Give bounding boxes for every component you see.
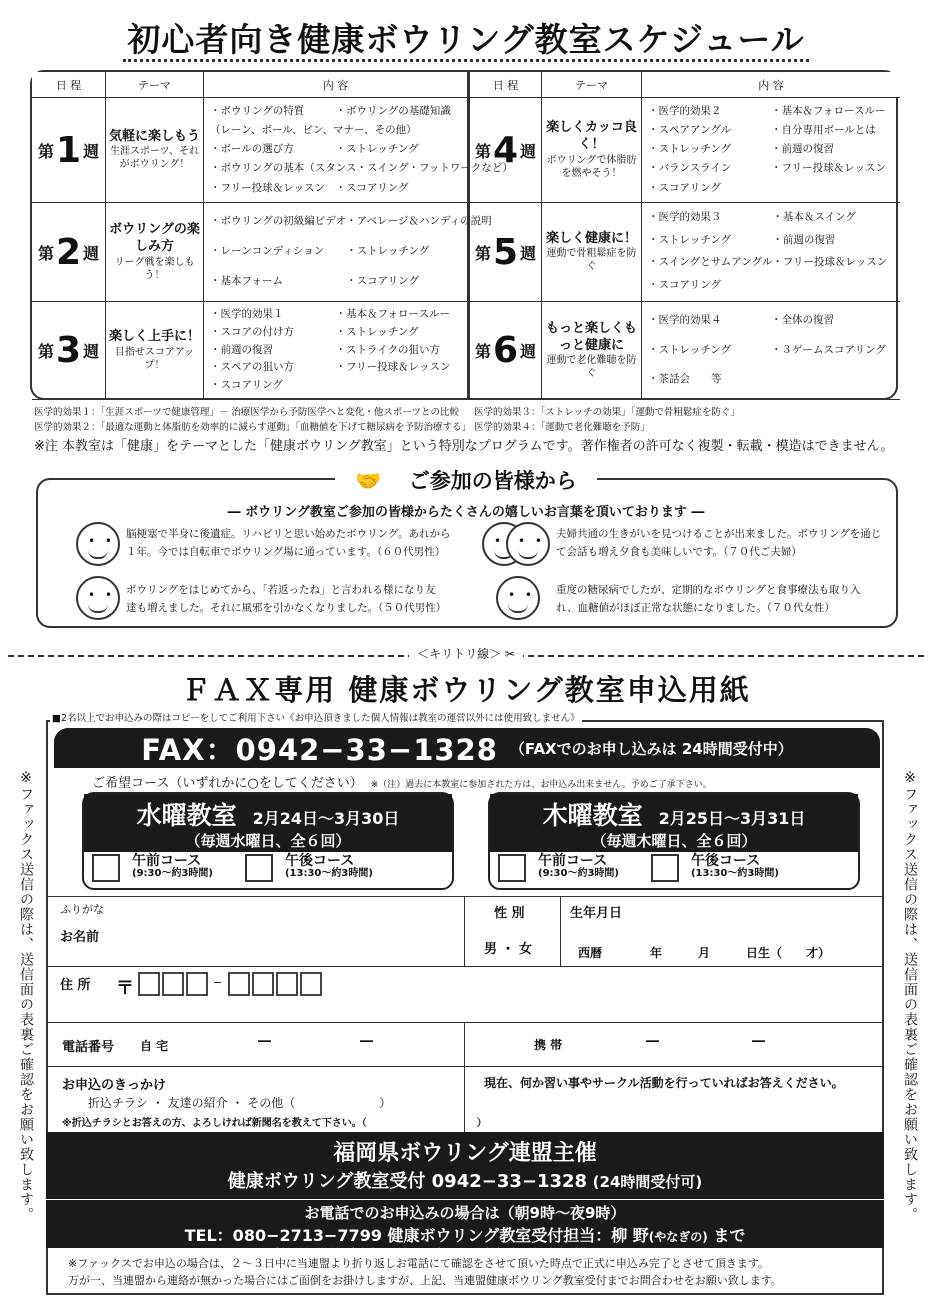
week-label: 第 4 週 <box>468 98 542 203</box>
hobby-question: 現在、何か習い事やサークル活動を行っていればお答えください。 <box>484 1076 844 1090</box>
wednesday-class: 水曜教室 2月24日〜3月30日 （毎週水曜日、全６回） 午前コース (9:30〜約3時間) 午後コース (13:30〜約3時間) <box>82 792 454 890</box>
man-icon <box>76 576 120 620</box>
content-item: ・ストレッチング <box>346 245 430 258</box>
address-label: 住 所 <box>60 978 91 993</box>
course-label: ご希望コース（いずれかに○をしてください） ※（注）過去に本教室に参加された方は、お申込み出来ません。予めご了承下さい。 <box>92 776 712 791</box>
week-content <box>204 203 492 302</box>
page-title: 初心者向き健康ボウリング教室スケジュール <box>0 14 932 61</box>
birth-field[interactable]: 西暦 年 月 日生（ 才） <box>578 946 831 960</box>
content-item: ・フリー投球＆レッスン <box>335 361 451 374</box>
footer-note-2: 万が一、当連盟から連絡が無かった場合にはご面倒をお掛けしますが、上記、当連盟健康ボウリング教室受付までお問合わせをお願い致します。 <box>68 1273 782 1287</box>
mobile-phone-field[interactable] <box>580 1026 880 1064</box>
woman-icon <box>496 576 540 620</box>
voices-subheading: ― ボウリング教室ご参加の皆様からたくさんの嬉しいお言葉を頂いております ― <box>227 505 705 520</box>
thu-sub: （毎週木曜日、全６回） <box>591 832 757 850</box>
phone-label: 電話番号 <box>62 1040 115 1055</box>
content-item: ・医学的効果３ <box>648 211 722 224</box>
content-item: ・バランスライン <box>648 162 732 175</box>
postal-box[interactable] <box>228 972 250 996</box>
content-item: ・全体の復習 <box>771 314 834 326</box>
content-item: ・スコアリング <box>648 181 721 194</box>
week-label: 第 5 週 <box>468 203 542 302</box>
week-theme: 楽しく上手に！ 目指せスコアアップ！ <box>106 302 204 400</box>
content-item: ・基本＆スイング <box>772 211 856 224</box>
content-item: ・スペアアングル <box>648 123 732 136</box>
content-item: ・ストレッチング <box>648 233 732 246</box>
footer-note-1: ※ファックスでお申込の場合は、２〜３日中に当連盟より折り返しお電話にて確認をさせて頂いた時点で正式に申込み完了とさせて頂きます。 <box>68 1257 770 1270</box>
content-item: ・ボールの選び方 <box>210 143 294 156</box>
col-header-theme: テーマ <box>106 72 204 98</box>
wed-dates: 2月24日〜3月30日 <box>252 809 400 828</box>
week-theme: ボウリングの楽しみ方 リーグ戦を楽しもう！ <box>106 203 204 302</box>
content-item: ・茶話会 等 <box>648 373 722 386</box>
content-item: ・レーンコンディション <box>210 245 325 258</box>
thursday-class: 木曜教室 2月25日〜3月31日 （毎週木曜日、全６回） 午前コース (9:30〜約3時間) 午後コース (13:30〜約3時間) <box>488 792 860 890</box>
trigger-options[interactable]: 折込チラシ ・ 友達の紹介 ・ その他（ ） <box>88 1096 392 1110</box>
wed-sub: （毎週水曜日、全６回） <box>185 832 351 850</box>
name-label: お名前 <box>60 930 100 945</box>
voices-heading: 🤝 ご参加の皆様から <box>0 465 932 495</box>
postal-box[interactable] <box>300 972 322 996</box>
fax-number: FAX：0942−33−1328 <box>141 732 498 767</box>
content-item: ・基本＆フォロースルー <box>771 104 886 117</box>
fax-banner <box>54 728 880 768</box>
home-phone-field[interactable] <box>190 1026 460 1064</box>
content-item: ・スペアの狙い方 <box>210 361 294 374</box>
col-header-theme: テーマ <box>542 72 642 98</box>
form-title: ＦＡＸ専用 健康ボウリング教室申込用紙 <box>181 673 751 707</box>
content-item: ・スコアリング <box>335 181 409 194</box>
tel-note: ※上記電話が通話中や留守番電話対応などで出れなかった場合は折り返し確認の連絡をさせて頂きます。 <box>266 1248 664 1258</box>
content-item: ・ボウリングの初級編ビデオ <box>210 215 347 228</box>
content-item: ・自分専用ボールとは <box>771 123 876 136</box>
sex-options[interactable]: 男 ・ 女 <box>484 942 533 957</box>
wed-pm-checkbox[interactable] <box>245 854 273 882</box>
content-item: ・前週の復習 <box>771 143 834 156</box>
reception: 健康ボウリング教室受付 0942−33−1328 <box>227 1171 588 1192</box>
content-item: ・フリー投球＆レッスン <box>772 256 888 269</box>
week-theme: 楽しく健康に！ 運動で骨粗鬆症を防ぐ <box>542 203 642 302</box>
couple-icon <box>506 522 550 566</box>
content-item: ・医学的効果１ <box>210 308 284 321</box>
sex-label: 性 別 <box>494 906 525 921</box>
cut-label: ＜キリトリ線＞ ✂ <box>0 645 932 662</box>
note-3: 医学的効果３：「ストレッチの効果」「運動で骨粗鬆症を防ぐ」 <box>474 407 740 418</box>
postal-box[interactable] <box>186 972 208 996</box>
week-content <box>642 203 900 302</box>
content-item: ・スコアの付け方 <box>210 325 294 338</box>
footer-notes <box>68 1256 782 1289</box>
week-label: 第 1 週 <box>32 98 106 203</box>
wed-am-checkbox[interactable] <box>92 854 120 882</box>
week-content <box>642 302 900 400</box>
note-4: 医学的効果４：「運動で老化難聴を予防」 <box>474 421 650 433</box>
thu-name: 木曜教室 <box>542 801 643 830</box>
content-item: ・スイングとサムアングル <box>648 256 773 269</box>
thu-pm-checkbox[interactable] <box>651 854 679 882</box>
content-item: ・ストレッチング <box>648 143 732 156</box>
week-content <box>642 98 900 203</box>
form-top-note: ■2名以上でお申込みの際はコピーをしてご利用下さい《お申込頂きました個人情報は教室の運営以外には使用致しません》 <box>50 710 582 724</box>
content-item: ・ボウリングの特質 <box>210 104 305 117</box>
furigana-label: ふりがな <box>60 903 104 916</box>
content-item: ・フリー投球＆レッスン <box>771 162 886 175</box>
course-note: ※（注）過去に本教室に参加された方は、お申込み出来ません。予めご了承下さい。 <box>370 780 712 790</box>
content-item: ・スコアリング <box>648 278 721 291</box>
content-item: ・基本フォーム <box>210 275 283 288</box>
content-item: ・医学的効果４ <box>648 314 722 326</box>
postal-mark: 〒 <box>116 978 134 999</box>
content-item: ・スコアリング <box>346 275 419 288</box>
voice-2: 夫婦共通の生きがいを見つけることが出来ました。ボウリングを通じて会話も増え夕食も美味しいです。（７０代ご夫婦） <box>556 528 882 558</box>
content-item: ・ストレッチング <box>335 325 419 338</box>
week-label: 第 6 週 <box>468 302 542 400</box>
content-item: （レーン、ボール、ピン、マナー、その他） <box>210 123 417 136</box>
content-item: ・フリー投球＆レッスン <box>210 181 325 194</box>
reception-note: (24時間受付可) <box>592 1173 703 1191</box>
week-theme: 気軽に楽しもう 生涯スポーツ、それがボウリング！ <box>106 98 204 203</box>
fax-note: （FAXでのお申し込みは 24時間受付中） <box>509 739 793 758</box>
wed-name: 水曜教室 <box>136 801 237 830</box>
voice-1: 脳梗塞で半身に後遺症。リハビリと思い始めたボウリング。あれから１年。今では自転車でボウリング場に通っています。（６０代男性） <box>126 528 451 558</box>
handshake-icon: 🤝 <box>345 469 398 493</box>
content-item: ・スコアリング <box>210 379 283 392</box>
host: 福岡県ボウリング連盟主催 <box>333 1141 597 1166</box>
col-header-day: 日 程 <box>32 72 106 98</box>
side-note-left: ※ファックス送信の際は、送信面の表裏ご確認をお願い致します。 <box>18 770 34 1222</box>
trigger-note: ※折込チラシとお答えの方、よろしければ新聞名を教えて下さい。（ ） <box>62 1118 487 1129</box>
week-theme: もっと楽しくもっと健康に 運動で老化難聴を防ぐ <box>542 302 642 400</box>
phone-hours: お電話でのお申込みの場合は（朝9時〜夜9時） <box>46 1199 884 1223</box>
birth-label: 生年月日 <box>570 906 623 921</box>
content-item: ・ストライクの狙い方 <box>335 343 440 356</box>
schedule-table <box>30 70 898 400</box>
postal-box[interactable] <box>252 972 274 996</box>
content-item: ・基本＆フォロースルー <box>335 308 450 321</box>
content-item: ・ストレッチング <box>648 343 732 356</box>
content-item: ・ボウリングの基礎知識 <box>335 104 451 117</box>
col-header-content: 内 容 <box>642 72 900 98</box>
col-header-content: 内 容 <box>204 72 468 98</box>
note-2: 医学的効果２：「最適な運動と体脂肪を効率的に減らす運動」「血糖値を下げて糖尿病を予防治療する」 <box>34 421 472 433</box>
elderly-man-icon <box>76 522 120 566</box>
content-item: ・ストレッチング <box>335 143 419 156</box>
postal-box[interactable] <box>276 972 298 996</box>
side-note-right: ※ファックス送信の際は、送信面の表裏ご確認をお願い致します。 <box>902 770 918 1222</box>
content-item: ・医学的効果２ <box>648 104 722 117</box>
hobby-field[interactable] <box>470 1092 880 1130</box>
voice-3: ボウリングをはじめてから、「若返ったね」と言われる様になり友達も増えました。それに風邪を引かなくなりました。（５０代男性） <box>126 584 447 614</box>
trigger-label: お申込のきっかけ <box>62 1078 167 1093</box>
host-banner: 福岡県ボウリング連盟主催 健康ボウリング教室受付 0942−33−1328 (24時間受付可) お電話でのお申込みの場合は（朝9時〜夜9時） TEL：080−2713−7799 健康ボウリング教室受付担当：柳 野(やなぎの) まで ※上記電話が通話中や留守番電話対応などで出れなかった場合は折り返し確認の連絡をさせて頂きます。 <box>46 1132 884 1248</box>
thu-am-checkbox[interactable] <box>498 854 526 882</box>
home-label: 自 宅 <box>140 1039 169 1053</box>
postal-box[interactable] <box>138 972 160 996</box>
note-1: 医学的効果１：「生涯スポーツで健康管理」－ 治療医学から予防医学へと変化・他スポーツとの比較 <box>34 407 460 418</box>
postal-box[interactable] <box>162 972 184 996</box>
week-content <box>204 302 468 400</box>
tel-line: TEL：080−2713−7799 健康ボウリング教室受付担当：柳 野 <box>184 1226 649 1245</box>
thu-dates: 2月25日〜3月31日 <box>658 809 806 828</box>
tel-kana: (やなぎの) <box>648 1230 708 1244</box>
week-label: 第 3 週 <box>32 302 106 400</box>
week-label: 第 2 週 <box>32 203 106 302</box>
content-item: ・ボウリングの基本（スタンス・スイング・フットワークなど） <box>210 162 513 175</box>
name-field[interactable] <box>140 920 450 960</box>
mobile-label: 携 帯 <box>534 1038 563 1052</box>
content-item: ・前週の復習 <box>772 233 836 246</box>
content-item: ・前週の復習 <box>210 343 273 356</box>
voice-4: 重度の糖尿病でしたが、定期的なボウリングと食事療法も取り入れ、血糖値がほぼ正常な状態になりました。（７０代女性） <box>556 584 861 614</box>
col-header-day: 日 程 <box>468 72 542 98</box>
week-theme: 楽しくカッコ良く！ ボウリングで体脂肪を燃やそう！ <box>542 98 642 203</box>
notes <box>34 406 904 458</box>
content-item: ・アベレージ＆ハンディの説明 <box>346 215 492 228</box>
content-item: ・３ゲームスコアリング <box>771 343 886 356</box>
copyright-note: ※注 本教室は「健康」をテーマとした「健康ボウリング教室」という特別なプログラムです。著作権者の許可なく複製・転載・模造はできません。 <box>34 439 894 455</box>
